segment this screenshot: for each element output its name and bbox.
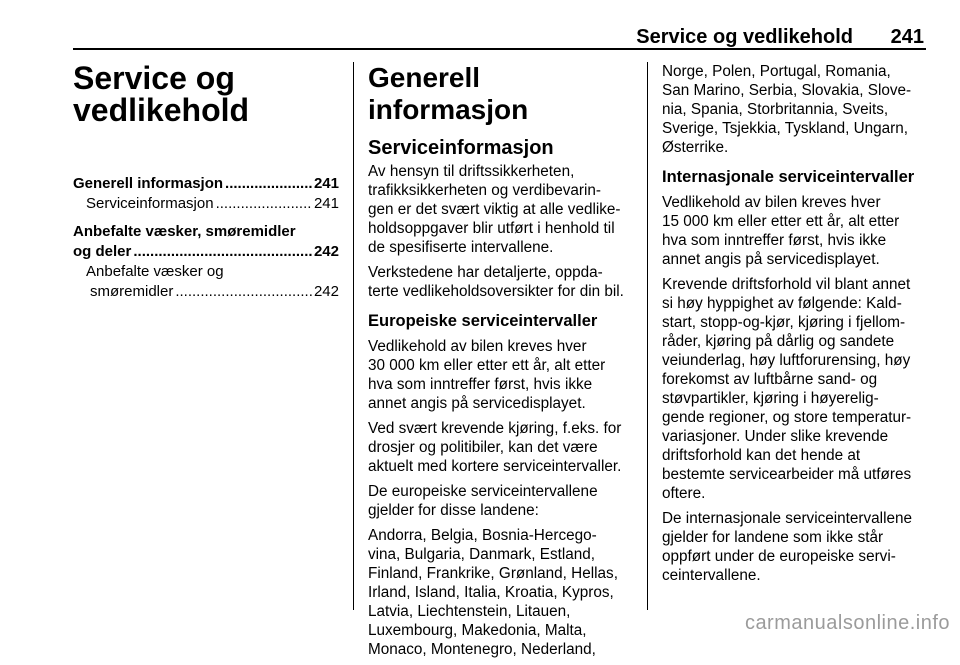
paragraph: Ved svært krevende kjøring, f.eks. for drosjer og politibiler, kan det være aktuelt med kortere serviceintervaller. <box>368 420 622 475</box>
subheading-european-intervals: Europeiske serviceintervaller <box>368 312 598 330</box>
paragraph: De internasjonale serviceintervallene gjelder for landene som ikke står oppført under de europeiske servi- ceintervallene. <box>662 510 912 584</box>
paragraph: Av hensyn til driftssikkerheten, trafikksikkerheten og verdibevarin- gen er det svært viktig at alle vedlike- holdsoppgaver blir utført i henhold til de spesifiserte intervallene. <box>368 163 621 256</box>
table-of-contents <box>73 174 339 302</box>
country-list: Andorra, Belgia, Bosnia-Hercego- vina, Bulgaria, Danmark, Estland, Finland, Frankrike, Grønland, Hellas, Irland, Island, Italia, Kroatia, Kypros, Latvia, Liechtenstein, Litauen, Luxembourg, Makedonia, Malta, Monaco, Montenegro, Nederland, <box>368 527 618 658</box>
paragraph: Vedlikehold av bilen kreves hver 15 000 km eller etter ett år, alt etter hva som inntreffer først, hvis ikke annet angis på servicedisplayet. <box>662 194 900 268</box>
page-number: 241 <box>890 26 924 48</box>
paragraph: Verkstedene har detaljerte, oppda- terte vedlikeholdsoversikter for din bil. <box>368 264 624 300</box>
column-divider-1 <box>353 62 354 610</box>
column-divider-2 <box>647 62 648 610</box>
country-list-continued: Norge, Polen, Portugal, Romania, San Marino, Serbia, Slovakia, Slove- nia, Spania, Storbritannia, Sveits, Sverige, Tsjekkia, Tyskland, Ungarn, Østerrike. <box>662 63 912 156</box>
toc-entry-anbefalte-vaesker-smoeremidler-og-deler[interactable]: Anbefalte væsker, smøremidler og deler ..... 242 <box>73 222 339 262</box>
paragraph: Vedlikehold av bilen kreves hver 30 000 km eller etter ett år, alt etter hva som inntreffer først, hvis ikke annet angis på servicedisplayet. <box>368 338 606 412</box>
toc-entry-anbefalte-vaesker-og-smoeremidler[interactable]: Anbefalte væsker og smøremidler ..... 242 <box>73 262 339 302</box>
paragraph: Krevende driftsforhold vil blant annet si høy hyppighet av følgende: Kald- start, stopp-og-kjør, kjøring i fjellom- råder, kjøring på dårlig og sandete veiunderlag, høy luftforurensing, høy forekomst av luftbårne sand- og støvpartikler, kjøring i høyerelig- gende regioner, og store temperatur- variasjoner. Under slike krevende driftsforhold kan det hende at bestemte servicearbeider må utføres oftere. <box>662 276 912 502</box>
paragraph: De europeiske serviceintervallene gjelder for disse landene: <box>368 483 598 519</box>
watermark: carmanualsonline.info <box>744 612 950 634</box>
page-header <box>73 26 926 50</box>
toc-entry-serviceinformasjon[interactable]: Serviceinformasjon ..... 241 <box>73 194 339 214</box>
chapter-title: Service og vedlikehold <box>73 60 250 128</box>
chapter-column <box>73 62 339 302</box>
subheading-international-intervals: Internasjonale serviceintervaller <box>662 168 915 186</box>
content-column-1 <box>368 62 632 665</box>
content-column-2 <box>662 62 928 591</box>
subsection-heading: Serviceinformasjon <box>368 137 554 159</box>
section-heading: Generell informasjon <box>368 62 529 125</box>
toc-entry-generell-informasjon[interactable]: Generell informasjon ..... 241 <box>73 174 339 194</box>
running-header-title: Service og vedlikehold <box>636 26 853 48</box>
